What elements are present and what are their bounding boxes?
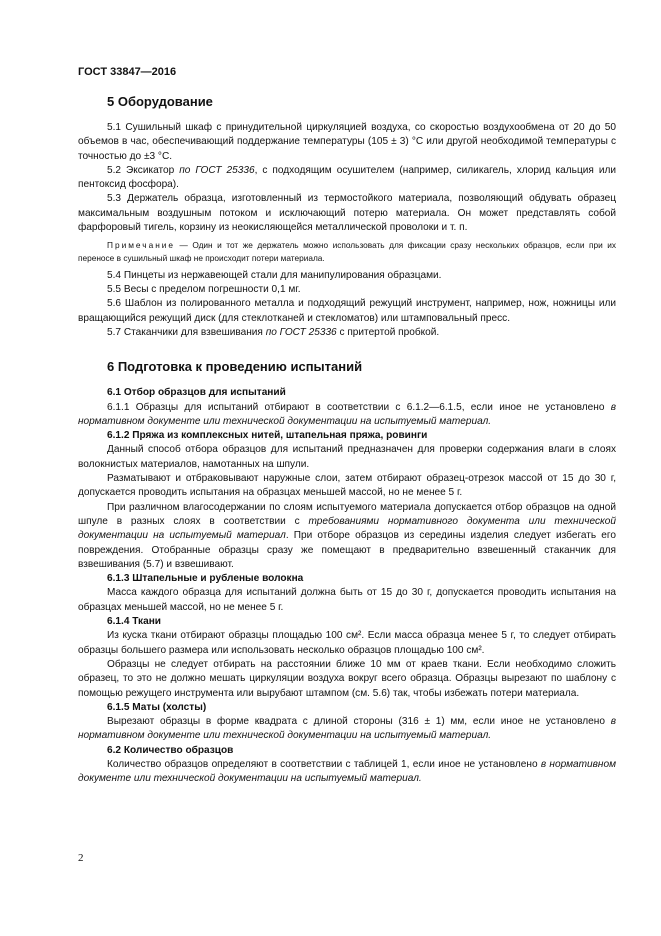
para-6-1-5-italic: в нормативном документе или технической документации на испытуемый материал. (78, 716, 616, 742)
note-text: — Один и тот же держатель можно использовать для фиксации сразу нескольких образцов, если при их переносе в сушильный шкаф не происходит потери материала. (78, 240, 616, 263)
para-6-1-2-c-text: При различном влагосодержании по слоям испытуемого материала допускается отбор образцов на одной шпуле в разных слоях в соответствии с (78, 501, 616, 527)
para-6-1-5-text: Вырезают образцы в форме квадрата с длиной стороны (316 ± 1) мм, если иное не установлено (107, 716, 611, 728)
para-6-1-3: Масса каждого образца для испытаний должна быть от 15 до 30 г, допускается проводить испытания на образцах меньшей массой, но не менее 5 г. (78, 587, 616, 613)
para-5-5: 5.5 Весы с пределом погрешности 0,1 мг. (107, 284, 301, 296)
para-6-1-4-a: Из куска ткани отбирают образцы площадью 100 см². Если масса образца менее 5 г, то следует отбирать образцы большего размера или использовать несколько образцов площадью 100 см². (78, 630, 616, 656)
note (78, 239, 616, 263)
para-5-1: 5.1 Сушильный шкаф с принудительной циркуляцией воздуха, со скоростью воздухообмена от 20 до 50 объемов в час, обеспечивающий поддержание температуры (105 ± 3) °С или другой необходимой температуры с точностью до ±3 °С. (78, 122, 616, 162)
para-6-1-2-c-italic: требованиями нормативного документа или технической документации на испытуемый материал (78, 515, 616, 542)
para-6-1-1-text: 6.1.1 Образцы для испытаний отбирают в соответствии с 6.1.2—6.1.5, если иное не установлено (107, 401, 611, 413)
para-5-7-text: 5.7 Стаканчики для взвешивания (107, 326, 266, 338)
document-code: ГОСТ 33847—2016 (78, 66, 177, 78)
note-label: Примечание (107, 240, 176, 251)
section-5-title: 5 Оборудование (107, 94, 213, 109)
para-5-2 (78, 164, 616, 193)
para-6-1-1-italic: в нормативном документе или технической документации на испытуемый материал. (78, 401, 616, 427)
para-6-1-1 (78, 401, 616, 430)
para-5-4: 5.4 Пинцеты из нержавеющей стали для манипулирования образцами. (107, 269, 442, 281)
para-6-1-4-b: Образцы не следует отбирать на расстоянии ближе 10 мм от краев ткани. Если необходимо сложить образец, то это не должно мешать циркуляции воздуха вокруг всего образца. Образцы вырезают по шаблону с помощью режущего инструмента или вырубают штампом (см. 5.6) так, чтобы избежать потери материала. (78, 658, 616, 699)
para-6-2 (78, 758, 616, 787)
subsection-6-1-4: 6.1.4 Ткани (107, 616, 162, 628)
subsection-6-1-5: 6.1.5 Маты (холсты) (107, 701, 207, 713)
page-number: 2 (78, 852, 84, 864)
para-6-2-italic: в нормативном документе или технической документации на испытуемый материал. (78, 758, 616, 785)
para-6-2-text: Количество образцов определяют в соответствии с таблицей 1, если иное не установлено (107, 758, 541, 770)
page-content (78, 86, 616, 787)
para-6-1-5 (78, 715, 616, 744)
para-6-1-2-b: Разматывают и отбраковывают наружные слои, затем отбирают образец-отрезок массой от 15 до 30 г, допускается проводить испытания на образцах меньшей массой, но не менее 5 г. (78, 473, 616, 499)
subsection-6-1: 6.1 Отбор образцов для испытаний (107, 387, 286, 399)
section-6-title: 6 Подготовка к проведению испытаний (107, 359, 363, 375)
subsection-6-1-3: 6.1.3 Штапельные и рубленые волокна (107, 573, 304, 585)
para-6-1-2-a: Данный способ отбора образцов для испытаний предназначен для проверки содержания влаги в слоях волокнистых материалов, намотанных на шпули. (78, 444, 616, 470)
para-5-6: 5.6 Шаблон из полированного металла и подходящий режущий инструмент, например, нож, ножницы или вращающийся режущий диск (для стеклотканей и стекломатов) или штамповальный пресс. (78, 298, 616, 324)
para-5-3: 5.3 Держатель образца, изготовленный из термостойкого материала, позволяющий обдувать образец максимальным воздушным потоком и исключающий потерю материала. Он может представлять собой фарфоровый тигель, корзину из неокисляющейся металлической проволоки и т. п. (78, 193, 616, 234)
para-5-2-text: 5.2 Эксикатор (107, 164, 180, 176)
para-5-7-reference: по ГОСТ 25336 (265, 326, 337, 338)
para-6-1-2-c (78, 501, 616, 572)
para-5-7-rest: с притертой пробкой. (336, 326, 440, 338)
subsection-6-2: 6.2 Количество образцов (107, 744, 234, 756)
para-6-1-2-c-rest: . При отборе образцов из середины изделия следует избегать его повреждения. Отобранные образцы сразу же помещают в предварительно взвешенный стаканчик для взвешивания (5.7) и взвешивают. (78, 530, 616, 570)
para-5-7 (78, 326, 616, 340)
para-5-2-reference: по ГОСТ 25336 (179, 164, 255, 176)
subsection-6-1-2: 6.1.2 Пряжа из комплексных нитей, штапельная пряжа, ровинги (107, 430, 428, 442)
para-5-2-rest: , с подходящим осушителем (например, силикагель, хлорид кальция или пентоксид фосфора). (78, 164, 616, 191)
